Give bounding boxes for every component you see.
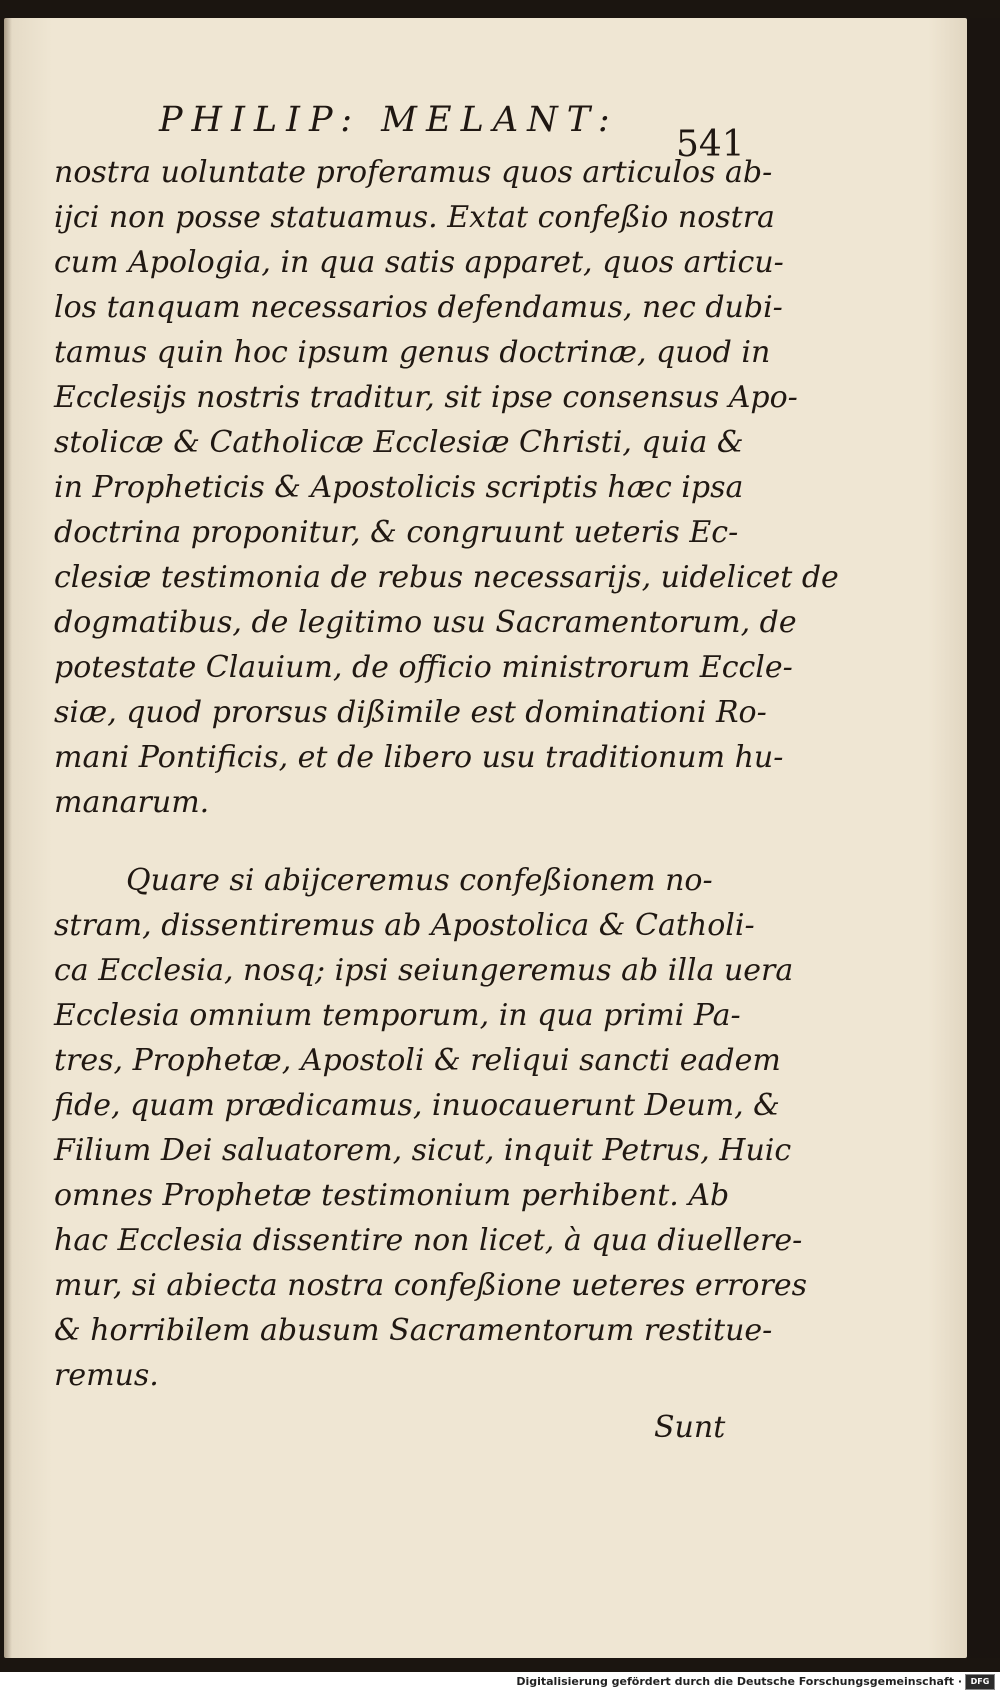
text-line: mur, si abiecta nostra confeßione ueteres errores [54,1268,807,1303]
text-line: clesiæ testimonia de rebus necessarijs, uidelicet de [54,560,839,595]
text-line: nostra uoluntate proferamus quos articulos ab- [54,155,773,190]
paragraph-1 [54,150,839,825]
text-line: in Propheticis & Apostolicis scriptis hæc ipsa [54,470,744,505]
book-page [4,18,967,1658]
text-line: Ecclesia omnium temporum, in qua primi Pa- [54,998,741,1033]
text-line: hac Ecclesia dissentire non licet, à qua diuellere- [54,1223,803,1258]
text-line: mani Pontificis, et de libero usu traditionum hu- [54,740,784,775]
scan-border [967,18,1000,1658]
text-line: stolicæ & Catholicæ Ecclesiæ Christi, quia & [54,425,744,460]
text-line: siæ, quod prorsus dißimile est dominationi Ro- [54,695,767,730]
text-line: Ecclesijs nostris traditur, sit ipse consensus Apo- [54,380,798,415]
text-line: fide, quam prædicamus, inuocauerunt Deum, & [54,1088,780,1123]
text-line: manarum. [54,785,210,820]
text-line: & horribilem abusum Sacramentorum restitue- [54,1313,773,1348]
text-line: ijci non posse statuamus. Extat confeßio nostra [54,200,775,235]
dfg-logo-icon: DFG [965,1674,995,1690]
text-line: tamus quin hoc ipsum genus doctrinæ, quod in [54,335,771,370]
text-line: potestate Clauium, de officio ministrorum Eccle- [54,650,793,685]
text-line: doctrina proponitur, & congruunt ueteris Ec- [54,515,739,550]
catchword: Sunt [654,1410,726,1445]
running-head: PHILIP: MELANT: [159,100,619,140]
text-line: remus. [54,1358,159,1393]
text-line: Filium Dei saluatorem, sicut, inquit Petrus, Huic [54,1133,792,1168]
spine-shadow [4,18,12,1658]
text-line: omnes Prophetæ testimonium perhibent. Ab [54,1178,730,1213]
text-line: tres, Prophetæ, Apostoli & reliqui sancti eadem [54,1043,781,1078]
text-line: stram, dissentiremus ab Apostolica & Catholi- [54,908,755,943]
text-line: cum Apologia, in qua satis apparet, quos articu- [54,245,784,280]
funding-credit: Digitalisierung gefördert durch die Deutsche Forschungsgemeinschaft · [516,1675,962,1688]
text-line: dogmatibus, de legitimo usu Sacramentorum, de [54,605,797,640]
text-line: los tanquam necessarios defendamus, nec dubi- [54,290,783,325]
text-line: ca Ecclesia, nosq; ipsi seiungeremus ab illa uera [54,953,794,988]
paragraph-2 [54,858,807,1398]
text-line: Quare si abijceremus confeßionem no- [126,863,713,898]
page-number: 541 [676,124,745,165]
